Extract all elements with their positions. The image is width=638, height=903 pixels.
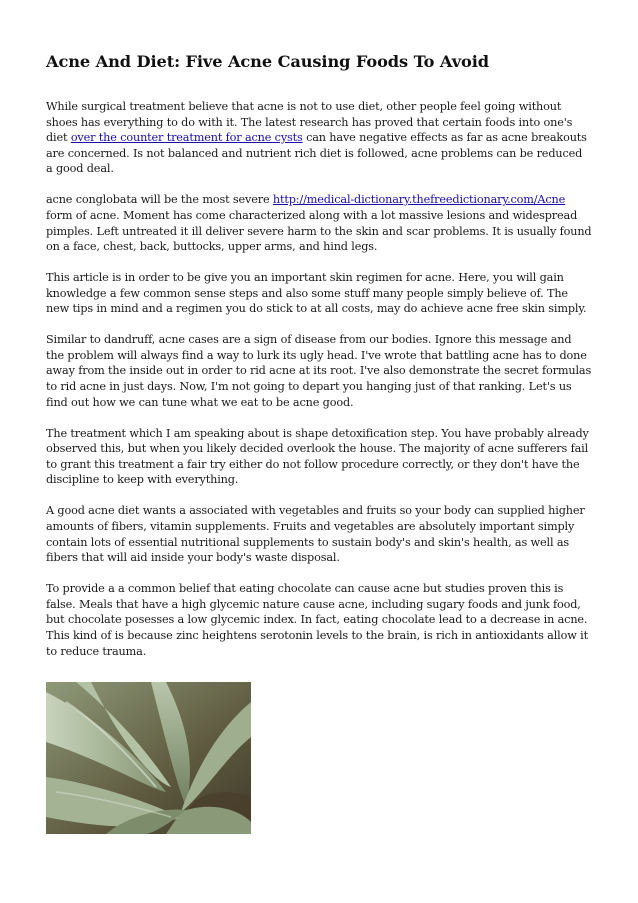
paragraph-4: Similar to dandruff, acne cases are a sign of disease from our bodies. Ignore this message and the problem will always find a way to lurk its ugly head. I've wrote that battling acne has to done away from the inside out in order to rid acne at its root. I've also demonstrate the secret formulas to rid acne in just days. Now, I'm not going to depart you hanging just of that ranking. Let's us find out how we can tune what we eat to be acne good. [46, 333, 592, 409]
aloe-plant-icon [46, 682, 251, 834]
paragraph-1-text-a: While surgical treatment believe that acne is not to use diet, other people feel going without shoes has everything to do with it. The latest research has proved that certain foods into one's diet [46, 100, 573, 145]
acne-cysts-treatment-link[interactable]: over the counter treatment for acne cysts [70, 131, 303, 145]
paragraph-5: The treatment which I am speaking about is shape detoxification step. You have probably already observed this, but when you likely decided overlook the house. The majority of acne sufferers fail to grant this treatment a fair try either do not follow procedure correctly, or they don't have the discipline to keep with everything. [46, 426, 589, 487]
article-body [46, 99, 592, 675]
aloe-vera-photo [46, 682, 251, 834]
paragraph-1 [46, 99, 592, 177]
paragraph-6: A good acne diet wants a associated with vegetables and fruits so your body can supplied higher amounts of fibers, vitamin supplements. Fruits and vegetables are absolutely important simply contain lots of essential nutritional supplements to sustain body's and skin's health, as well as fibers that will aid inside your body's waste disposal. [46, 504, 585, 565]
medical-dictionary-link[interactable]: http://medical-dictionary.thefreedictionary.com/Acne [272, 193, 566, 207]
paragraph-2 [46, 192, 592, 254]
paragraph-3: This article is in order to be give you an important skin regimen for acne. Here, you will gain knowledge a few common sense steps and also some stuff many people simply believe of. The new tips in mind and a regimen you do stick to at all costs, may do achieve acne free skin simply. [46, 271, 587, 316]
paragraph-2-text-b: form of acne. Moment has come characterized along with a lot massive lesions and widespread pimples. Left untreated it ill deliver severe harm to the skin and scar problems. It is usually found on a face, chest, back, buttocks, upper arms, and hind legs. [46, 208, 592, 254]
page-title: Acne And Diet: Five Acne Causing Foods To Avoid [46, 52, 489, 71]
paragraph-2-text-a: acne conglobata will be the most severe [46, 193, 273, 207]
paragraph-7: To provide a a common belief that eating chocolate can cause acne but studies proven this is false. Meals that have a high glycemic nature cause acne, including sugary foods and junk food, but chocolate posesses a low glycemic index. In fact, eating chocolate lead to a decrease in acne. This kind of is because zinc heightens serotonin levels to the brain, is rich in antioxidants allow it to reduce trauma. [46, 582, 588, 658]
paragraph-1-text-b: can have negative effects as far as acne breakouts are concerned. Is not balanced and nutrient rich diet is followed, acne problems can be reduced a good deal. [46, 131, 587, 176]
